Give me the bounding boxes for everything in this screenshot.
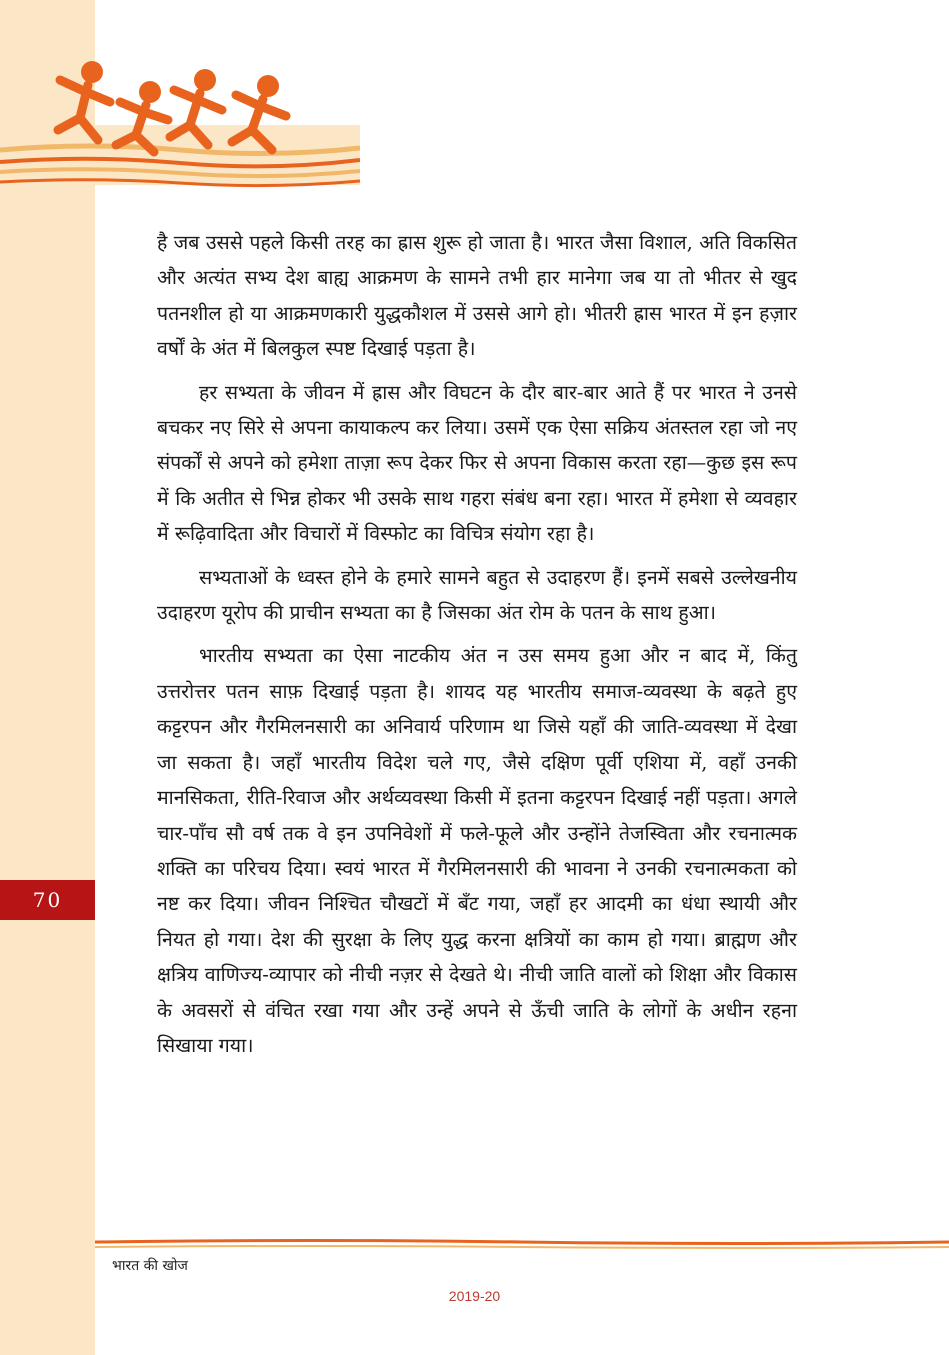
paragraph-2: हर सभ्यता के जीवन में ह्रास और विघटन के दौर बार-बार आते हैं पर भारत ने उनसे बचकर नए सिरे से अपना कायाकल्प कर लिया। उसमें एक ऐसा सक्रिय अंतस्तल रहा जो नए संपर्कों से अपने को हमेशा ताज़ा रूप देकर फिर से अपना विकास करता रहा—कुछ इस रूप में कि अतीत से भिन्न होकर भी उसके साथ गहरा संबंध बना रहा। भारत में हमेशा से व्यवहार में रूढ़िवादिता और विचारों में विस्फोट का विचित्र संयोग रहा है। [157, 380, 797, 546]
book-title-footer: भारत की खोज [112, 1258, 188, 1274]
paragraph-1: है जब उससे पहले किसी तरह का ह्रास शुरू हो जाता है। भारत जैसा विशाल, अति विकसित और अत्यंत सभ्य देश बाह्य आक्रमण के सामने तभी हार मानेगा जब या तो भीतर से खुद पतनशील हो या आक्रमणकारी युद्धकौशल में उससे आगे हो। भीतरी ह्रास भारत में इन हज़ार वर्षों के अंत में बिलकुल स्पष्ट दिखाई पड़ता है। [157, 231, 797, 361]
edition-year: 2019-20 [448, 1288, 501, 1304]
footer-divider [95, 1238, 949, 1250]
page-number: 70 [0, 880, 95, 920]
paragraph-3: सभ्यताओं के ध्वस्त होने के हमारे सामने बहुत से उदाहरण हैं। इनमें सबसे उल्लेखनीय उदाहरण यूरोप की प्राचीन सभ्यता का है जिसका अंत रोम के पतन के साथ हुआ। [157, 565, 797, 625]
body-text [157, 225, 797, 1071]
page-margin-strip [0, 0, 95, 1355]
paragraph-4: भारतीय सभ्यता का ऐसा नाटकीय अंत न उस समय हुआ और न बाद में, किंतु उत्तरोत्तर पतन साफ़ दिखाई पड़ता है। शायद यह भारतीय समाज-व्यवस्था के बढ़ते हुए कट्टरपन और गैरमिलनसारी का अनिवार्य परिणाम था जिसे यहाँ की जाति-व्यवस्था में देखा जा सकता है। जहाँ भारतीय विदेश चले गए, जैसे दक्षिण पूर्वी एशिया में, वहाँ उनकी मानसिकता, रीति-रिवाज और अर्थव्यवस्था किसी में इतना कट्टरपन दिखाई नहीं पड़ता। अगले चार-पाँच सौ वर्ष तक वे इन उपनिवेशों में फले-फूले और उन्होंने तेजस्विता और रचनात्मक शक्ति का परिचय दिया। स्वयं भारत में गैरमिलनसारी की भावना ने उनकी रचनात्मकता को नष्ट कर दिया। जीवन निश्चित चौखटों में बँट गया, जहाँ हर आदमी का धंधा स्थायी और नियत हो गया। देश की सुरक्षा के लिए युद्ध करना क्षत्रियों का काम हो गया। ब्राह्मण और क्षत्रिय वाणिज्य-व्यापार को नीची नज़र से देखते थे। नीची जाति वालों को शिक्षा और विकास के अवसरों से वंचित रखा गया और उन्हें अपने से ऊँची जाति के लोगों के अधीन रहना सिखाया गया। [157, 644, 798, 1057]
header-banner [0, 0, 360, 200]
